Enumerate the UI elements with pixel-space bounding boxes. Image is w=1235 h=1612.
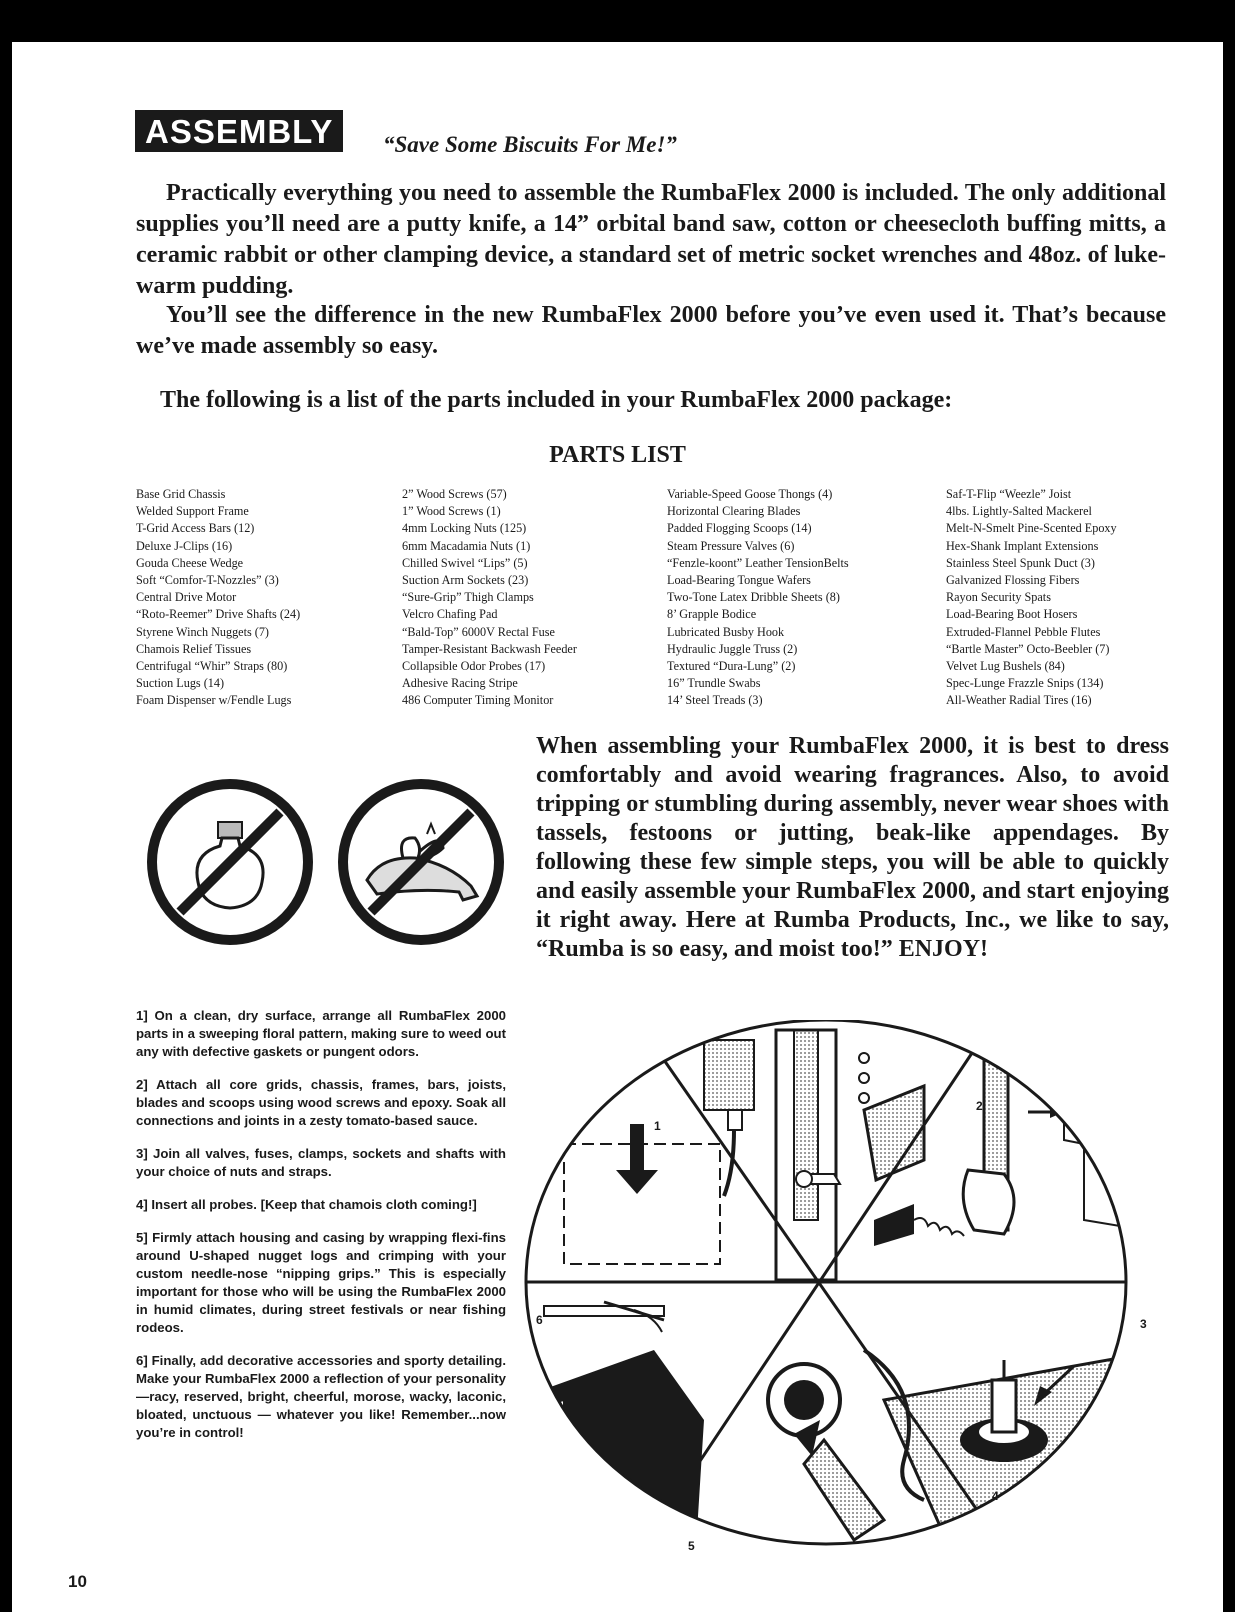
part-item: Load-Bearing Tongue Wafers bbox=[667, 573, 811, 588]
parts-intro: The following is a list of the parts included in your RumbaFlex 2000 package: bbox=[160, 387, 953, 413]
part-item: Central Drive Motor bbox=[136, 590, 237, 605]
parts-column-1 bbox=[136, 486, 386, 710]
part-item: Adhesive Racing Stripe bbox=[402, 676, 518, 691]
panel-number-3: 3 bbox=[1140, 1317, 1147, 1331]
part-item: Saf-T-Flip “Weezle” Joist bbox=[946, 487, 1072, 501]
assembly-diagram bbox=[504, 1020, 1174, 1580]
part-item: Textured “Dura-Lung” (2) bbox=[667, 659, 796, 674]
part-item: Suction Arm Sockets (23) bbox=[402, 573, 529, 588]
part-item: Base Grid Chassis bbox=[136, 487, 226, 501]
step-3: 3] Join all valves, fuses, clamps, sockets and shafts with your choice of nuts and straps. bbox=[136, 1146, 506, 1179]
no-perfume-icon bbox=[140, 772, 320, 952]
part-item: Velcro Chafing Pad bbox=[402, 607, 498, 622]
part-item: Melt-N-Smelt Pine-Scented Epoxy bbox=[946, 521, 1117, 536]
part-item: Variable-Speed Goose Thongs (4) bbox=[667, 487, 833, 501]
advice-paragraph: When assembling your RumbaFlex 2000, it is best to dress comfortably and avoid wearing fragrances. Also, to avoid tripping or stumbling during assembly, never wear shoes with tassels, festoons or jutting, beak-like appendages. By following these few simple steps, you will be able to quickly and easily assemble your RumbaFlex 2000, and start enjoying it right away. Here at Rumba Products, Inc., we like to say, “Rumba is so easy, and moist too!” ENJOY! bbox=[536, 733, 1169, 962]
part-item: Galvanized Flossing Fibers bbox=[946, 573, 1080, 588]
part-item: 2” Wood Screws (57) bbox=[402, 487, 507, 501]
part-item: Stainless Steel Spunk Duct (3) bbox=[946, 555, 1095, 570]
panel-number-2: 2 bbox=[976, 1099, 983, 1113]
part-item: 8’ Grapple Bodice bbox=[667, 607, 757, 622]
part-item: Welded Support Frame bbox=[136, 504, 249, 519]
part-item: Velvet Lug Bushels (84) bbox=[946, 659, 1065, 674]
part-item: All-Weather Radial Tires (16) bbox=[946, 693, 1092, 708]
part-item: Chilled Swivel “Lips” (5) bbox=[402, 555, 528, 570]
intro-paragraph-1: Practically everything you need to assemble the RumbaFlex 2000 is included. The only additional supplies you’ll need are a putty knife, a 14” orbital band saw, cotton or cheesecloth buffing mitts, a ceramic rabbit or other clamping device, a standard set of metric socket wrenches and 48oz. of luke-warm pudding. bbox=[136, 180, 1166, 299]
part-item: Hex-Shank Implant Extensions bbox=[946, 538, 1099, 553]
part-item: Foam Dispenser w/Fendle Lugs bbox=[136, 693, 292, 708]
part-item: Styrene Winch Nuggets (7) bbox=[136, 624, 269, 639]
part-item: Lubricated Busby Hook bbox=[667, 624, 785, 639]
panel-number-4: 4 bbox=[992, 1489, 999, 1503]
part-item: Two-Tone Latex Dribble Sheets (8) bbox=[667, 590, 840, 605]
part-item: Extruded-Flannel Pebble Flutes bbox=[946, 624, 1101, 639]
part-item: Padded Flogging Scoops (14) bbox=[667, 521, 812, 536]
part-item: “Bartle Master” Octo-Beebler (7) bbox=[946, 641, 1110, 656]
step-4: 4] Insert all probes. [Keep that chamois cloth coming!] bbox=[136, 1197, 477, 1212]
part-item: Tamper-Resistant Backwash Feeder bbox=[402, 641, 577, 656]
part-item: Suction Lugs (14) bbox=[136, 676, 225, 691]
part-item: Spec-Lunge Frazzle Snips (134) bbox=[946, 676, 1104, 691]
part-item: Rayon Security Spats bbox=[946, 590, 1051, 605]
part-item: 4lbs. Lightly-Salted Mackerel bbox=[946, 504, 1092, 519]
part-item: Soft “Comfor-T-Nozzles” (3) bbox=[136, 573, 279, 588]
section-tag: ASSEMBLY bbox=[135, 110, 343, 152]
part-item: Load-Bearing Boot Hosers bbox=[946, 607, 1078, 622]
intro-paragraph-2: You’ll see the difference in the new RumbaFlex 2000 before you’ve even used it. That’s because we’ve made assembly so easy. bbox=[136, 302, 1166, 359]
part-item: “Roto-Reemer” Drive Shafts (24) bbox=[136, 607, 301, 622]
manual-page bbox=[12, 42, 1223, 1612]
part-item: “Bald-Top” 6000V Rectal Fuse bbox=[402, 624, 555, 639]
part-item: Horizontal Clearing Blades bbox=[667, 504, 801, 519]
part-item: Hydraulic Juggle Truss (2) bbox=[667, 641, 798, 656]
step-1: 1] On a clean, dry surface, arrange all RumbaFlex 2000 parts in a sweeping floral pattern, making sure to weed out any with defective gaskets or pungent odors. bbox=[136, 1008, 506, 1059]
part-item: 16” Trundle Swabs bbox=[667, 676, 761, 691]
part-item: Centrifugal “Whir” Straps (80) bbox=[136, 659, 288, 674]
no-tassel-shoes-icon bbox=[331, 772, 511, 952]
part-item: T-Grid Access Bars (12) bbox=[136, 521, 255, 536]
parts-column-2 bbox=[402, 486, 652, 710]
step-6: 6] Finally, add decorative accessories and sporty detailing. Make your RumbaFlex 2000 a reflection of your personality—racy, reserved, bright, cheerful, morose, wacky, laconic, bloated, unctuous — whatever you like! Remember...now you’re in control! bbox=[136, 1353, 506, 1440]
part-item: Chamois Relief Tissues bbox=[136, 641, 252, 656]
part-item: 486 Computer Timing Monitor bbox=[402, 693, 554, 708]
parts-list-title: PARTS LIST bbox=[549, 442, 686, 468]
part-item: Steam Pressure Valves (6) bbox=[667, 538, 795, 553]
page-number: 10 bbox=[68, 1572, 87, 1591]
part-item: 4mm Locking Nuts (125) bbox=[402, 521, 527, 536]
part-item: “Fenzle-koont” Leather TensionBelts bbox=[667, 555, 849, 570]
part-item: “Sure-Grip” Thigh Clamps bbox=[402, 590, 534, 605]
part-item: 14’ Steel Treads (3) bbox=[667, 693, 763, 708]
assembly-steps bbox=[136, 1007, 506, 1457]
part-item: 6mm Macadamia Nuts (1) bbox=[402, 538, 531, 553]
panel-number-6: 6 bbox=[536, 1313, 543, 1327]
part-item: Gouda Cheese Wedge bbox=[136, 555, 244, 570]
part-item: 1” Wood Screws (1) bbox=[402, 504, 501, 519]
panel-number-5: 5 bbox=[688, 1539, 695, 1553]
part-item: Deluxe J-Clips (16) bbox=[136, 538, 233, 553]
step-2: 2] Attach all core grids, chassis, frames, bars, joists, blades and scoops using wood screws and epoxy. Soak all connections and joints in a zesty tomato-based sauce. bbox=[136, 1077, 506, 1128]
panel-number-1: 1 bbox=[654, 1119, 661, 1133]
part-item: Collapsible Odor Probes (17) bbox=[402, 659, 546, 674]
tagline: “Save Some Biscuits For Me!” bbox=[383, 132, 677, 157]
step-5: 5] Firmly attach housing and casing by wrapping flexi-fins around U-shaped nugget logs and crimping with your custom needle-nose “nipping grips.” This is especially important for those who will be using the RumbaFlex 2000 in humid climates, during street festivals or near fishing rodeos. bbox=[136, 1230, 506, 1335]
parts-column-3 bbox=[667, 486, 927, 710]
parts-column-4 bbox=[946, 486, 1196, 710]
